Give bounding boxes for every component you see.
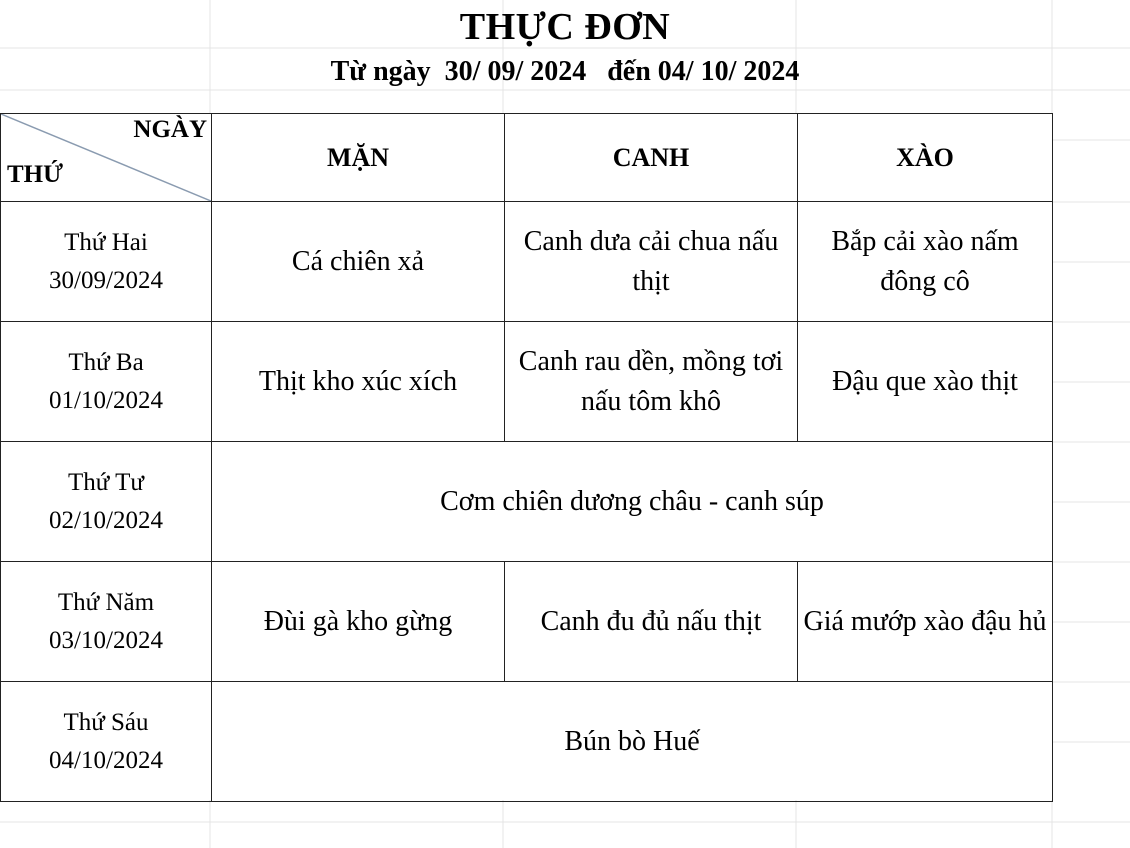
dish-canh: Canh đu đủ nấu thịt [505, 562, 798, 682]
weekday-label: Thứ Sáu [63, 708, 149, 736]
table-row [1, 682, 1053, 802]
date-label: 03/10/2024 [49, 626, 163, 654]
date-label: 02/10/2024 [49, 506, 163, 534]
day-cell [1, 682, 212, 802]
day-cell [1, 322, 212, 442]
column-header-canh: CANH [505, 114, 798, 202]
dish-combined: Cơm chiên dương châu - canh súp [212, 442, 1053, 562]
weekday-label: Thứ Hai [64, 228, 148, 256]
day-cell [1, 202, 212, 322]
weekday-label: Thứ Năm [57, 588, 155, 616]
corner-label-day: NGÀY [133, 116, 207, 143]
table-row [1, 442, 1053, 562]
weekday-label: Thứ Ba [68, 348, 144, 376]
day-cell [1, 562, 212, 682]
table-header-row [1, 114, 1053, 202]
date-range-subtitle: Từ ngày 30/ 09/ 2024 đến 04/ 10/ 2024 [330, 56, 800, 87]
weekly-menu-table [0, 113, 1053, 802]
dish-canh: Canh rau dền, mồng tơi nấu tôm khô [505, 322, 798, 442]
date-label: 01/10/2024 [49, 386, 163, 414]
date-label: 04/10/2024 [49, 746, 163, 774]
dish-combined: Bún bò Huế [212, 682, 1053, 802]
column-header-xao: XÀO [798, 114, 1053, 202]
dish-man: Thịt kho xúc xích [212, 322, 505, 442]
table-row [1, 562, 1053, 682]
date-label: 30/09/2024 [49, 266, 163, 294]
column-header-man: MẶN [212, 114, 505, 202]
dish-xao: Bắp cải xào nấm đông cô [798, 202, 1053, 322]
corner-label-weekday: THỨ [7, 161, 64, 188]
weekday-label: Thứ Tư [68, 468, 144, 496]
menu-title: THỰC ĐƠN [459, 6, 671, 48]
corner-cell [1, 114, 212, 202]
day-cell [1, 442, 212, 562]
dish-canh: Canh dưa cải chua nấu thịt [505, 202, 798, 322]
dish-man: Đùi gà kho gừng [212, 562, 505, 682]
dish-man: Cá chiên xả [212, 202, 505, 322]
dish-xao: Đậu que xào thịt [798, 322, 1053, 442]
dish-xao: Giá mướp xào đậu hủ [798, 562, 1053, 682]
table-row [1, 202, 1053, 322]
table-row [1, 322, 1053, 442]
